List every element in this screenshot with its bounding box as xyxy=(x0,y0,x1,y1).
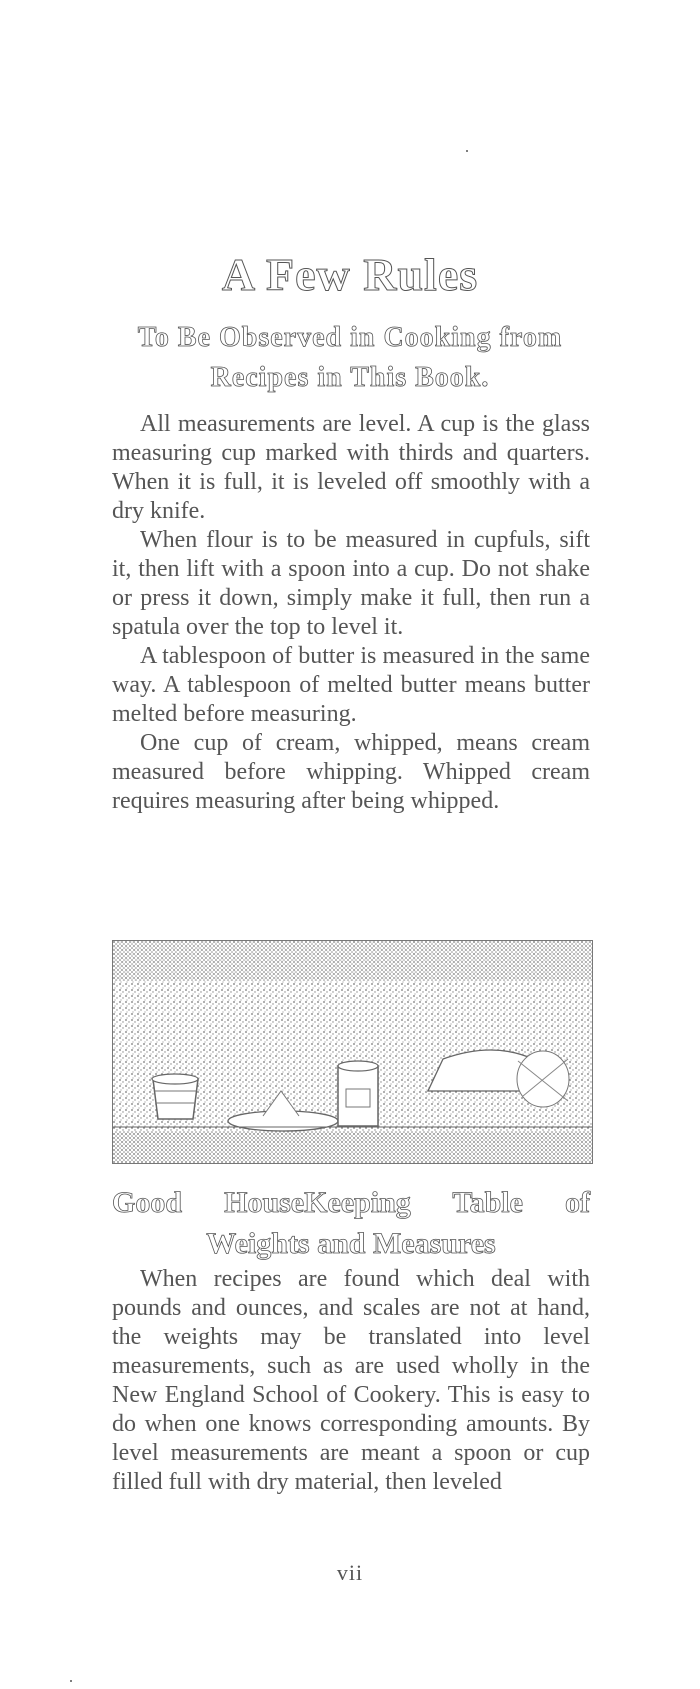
print-speck xyxy=(70,1680,72,1682)
paragraph: When recipes are found which deal with pounds and ounces, and scales are not at hand, the weights may be translated into level measurements, such as are used wholly in the New England School of Cookery. This is easy to do when one knows corresponding amounts. By level measurements are meant a spoon or cup filled full with dry material, then leveled xyxy=(112,1266,590,1495)
page-title: A Few Rules xyxy=(221,249,479,300)
paragraph: All measurements are level. A cup is the glass measuring cup marked with thirds and quarters. When it is full, it is leveled off smoothly with a dry knife. xyxy=(112,411,590,524)
print-speck xyxy=(466,150,468,152)
section-heading-line1: Good HouseKeeping Table of xyxy=(112,1186,590,1219)
page-subtitle: To Be Observed in Cooking from Recipes in This Book. xyxy=(137,322,563,393)
kitchen-scene-drawing xyxy=(113,941,592,1163)
rules-text xyxy=(112,410,590,816)
canister xyxy=(338,1061,378,1126)
paragraph: One cup of cream, whipped, means cream measured before whipping. Whipped cream requires measuring after being whipped. xyxy=(112,730,590,814)
page-number: vii xyxy=(336,1560,364,1585)
measuring-cup xyxy=(152,1074,198,1119)
section-heading xyxy=(112,1182,590,1264)
kitchen-illustration xyxy=(112,940,593,1164)
paragraph: When flour is to be measured in cupfuls, sift it, then lift with a spoon into a cup. Do not shake or press it down, simply make it full, then run a spatula over the top to level it. xyxy=(112,527,590,640)
section-heading-line2: Weights and Measures xyxy=(206,1227,496,1260)
paragraph: A tablespoon of butter is measured in the same way. A tablespoon of melted butter means butter melted before measuring. xyxy=(112,643,590,727)
weights-text xyxy=(112,1265,590,1497)
